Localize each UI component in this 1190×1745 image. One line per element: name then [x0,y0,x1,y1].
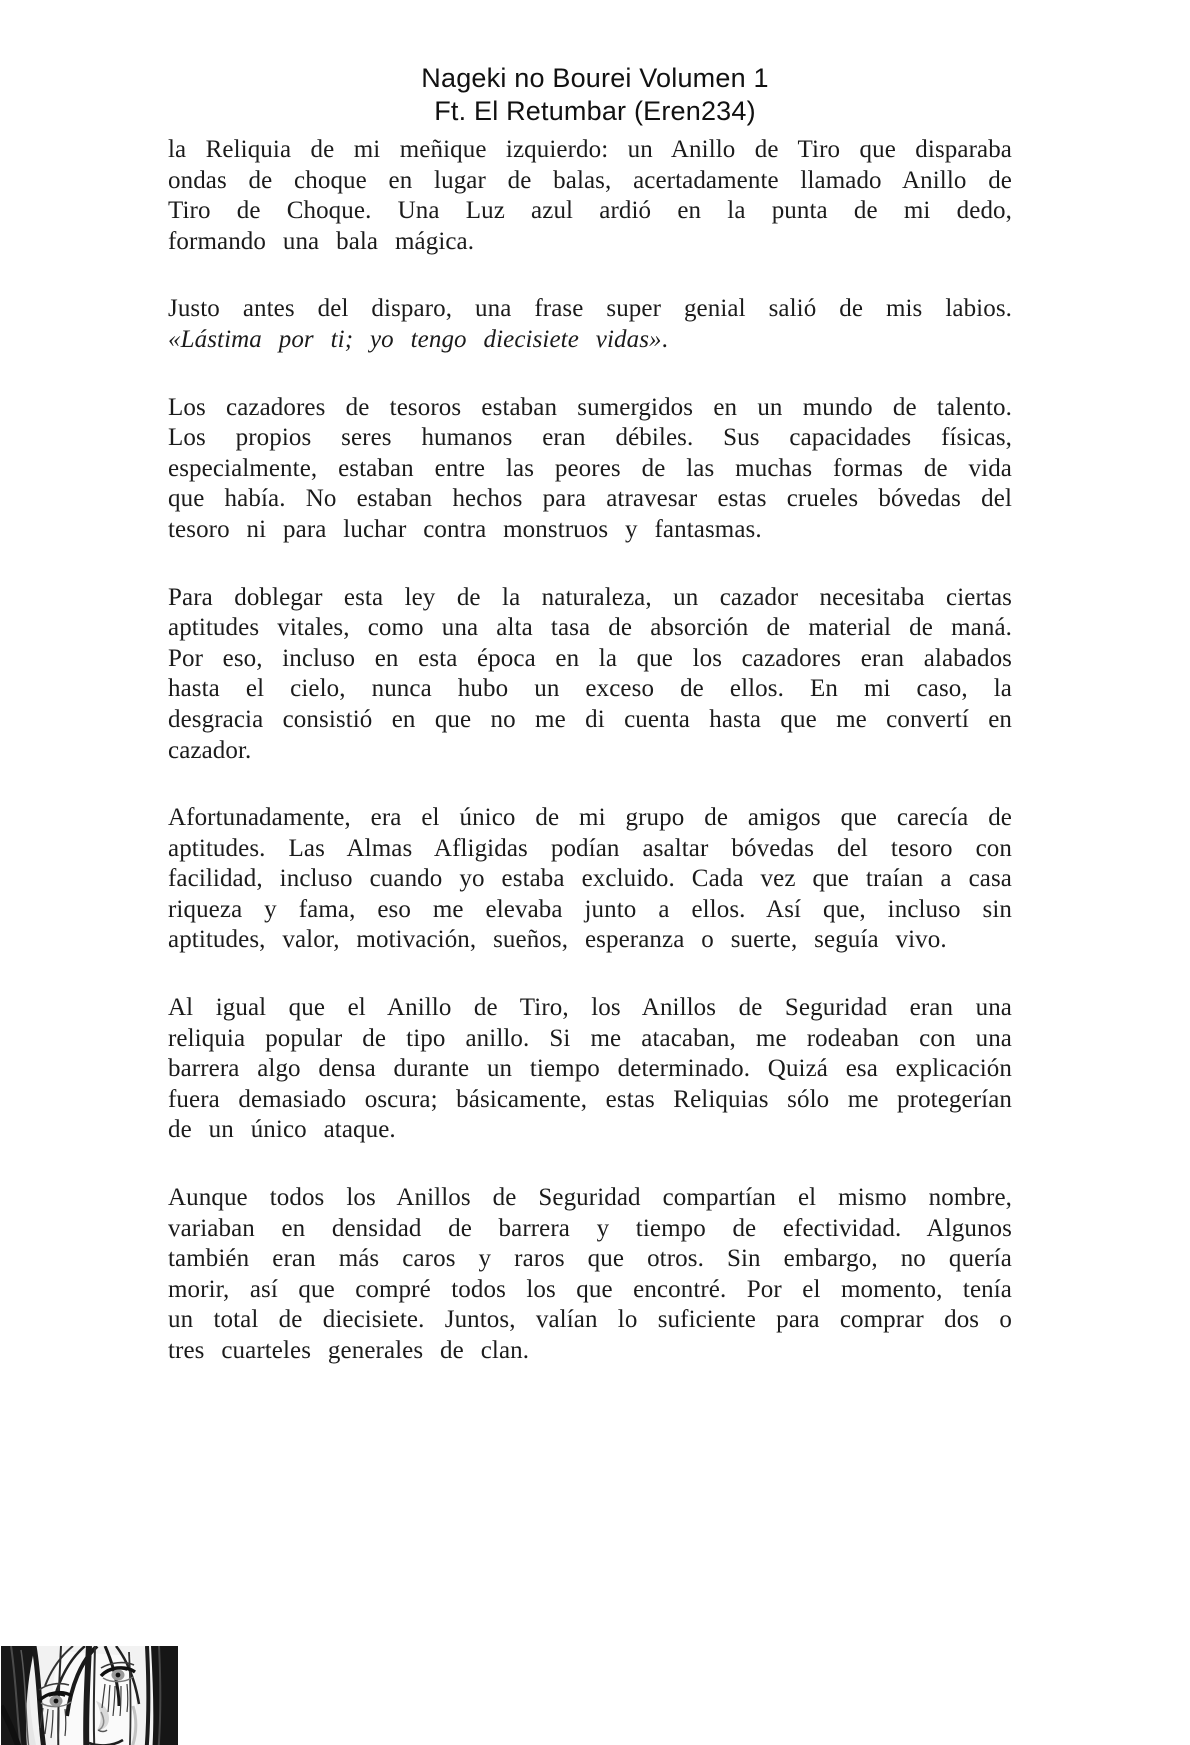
paragraph-4 [168,583,1012,767]
manga-face-illustration [1,1646,178,1745]
paragraph-3 [168,393,1012,546]
quote-italic-run: «Lástima por ti; yo tengo diecisiete vidas» [168,325,662,353]
text-run: Justo antes del disparo, una frase super genial salió de mis labios. [168,295,1012,323]
paragraph-1 [168,135,1012,257]
text-run: Para doblegar esta ley de la naturaleza, un cazador necesitaba ciertas aptitudes vitales, como una alta tasa de absorción de material de maná. Por eso, incluso en esta época en la que los cazadores eran alabados hasta el cielo, nunca hubo un exceso de ellos. En mi caso, la desgracia consistió en que no me di cuenta hasta que me convertí en cazador. [168,583,1012,764]
text-run: Los cazadores de tesoros estaban sumergidos en un mundo de talento. Los propios seres humanos eran débiles. Sus capacidades físicas, especialmente, estaban entre las peores de las muchas formas de vida que había. No estaban hechos para atravesar estas crueles bóvedas del tesoro ni para luchar contra monstruos y fantasmas. [168,393,1012,543]
footer-illustration-frame [1,1646,178,1745]
paragraph-2 [168,294,1012,355]
page-subtitle: Ft. El Retumbar (Eren234) [434,96,756,126]
text-run: . [661,325,668,353]
paragraph-6 [168,993,1012,1146]
paragraph-7 [168,1183,1012,1367]
text-run: Afortunadamente, era el único de mi grupo de amigos que carecía de aptitudes. Las Almas Afligidas podían asaltar bóvedas del tesoro con facilidad, incluso cuando yo estaba excluido. Cada vez que traían a casa riqueza y fama, eso me elevaba junto a ellos. Así que, incluso sin aptitudes, valor, motivación, sueños, esperanza o suerte, seguía vivo. [168,804,1012,954]
document-page [0,62,1190,1745]
text-run: la Reliquia de mi meñique izquierdo: un Anillo de Tiro que disparaba ondas de choque en lugar de balas, acertadamente llamado Anillo de Tiro de Choque. Una Luz azul ardió en la punta de mi dedo, formando una bala mágica. [168,136,1012,255]
page-title: Nageki no Bourei Volumen 1 [421,63,769,93]
paragraph-5 [168,803,1012,956]
text-run: Aunque todos los Anillos de Seguridad compartían el mismo nombre, variaban en densidad de barrera y tiempo de efectividad. Algunos también eran más caros y raros que otros. Sin embargo, no quería morir, así que compré todos los que encontré. Por el momento, tenía un total de diecisiete. Juntos, valían lo suficiente para comprar dos o tres cuarteles generales de clan. [168,1184,1012,1364]
document-header [0,62,1190,128]
paragraphs [168,135,1012,1367]
text-run: Al igual que el Anillo de Tiro, los Anillos de Seguridad eran una reliquia popular de tipo anillo. Si me atacaban, me rodeaban con una barrera algo densa durante un tiempo determinado. Quizá esa explicación fuera demasiado oscura; básicamente, estas Reliquias sólo me protegerían de un único ataque. [168,994,1012,1144]
